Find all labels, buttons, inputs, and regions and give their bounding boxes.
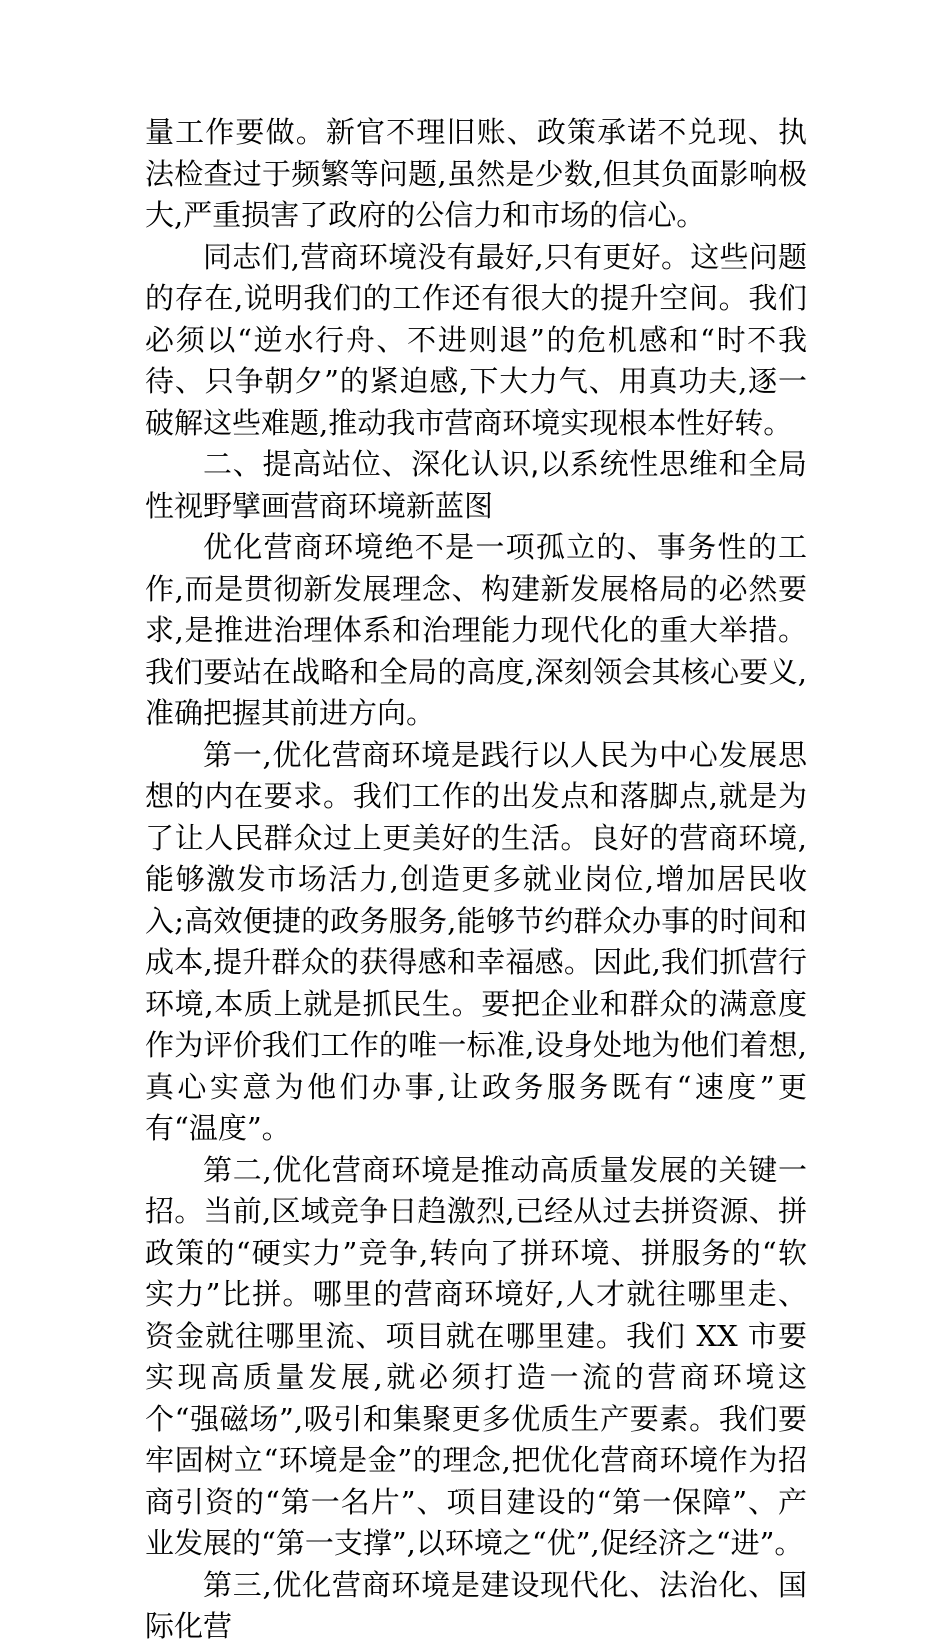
paragraph-comrades: 同志们,营商环境没有最好,只有更好。这些问题的存在,说明我们的工作还有很大的提升空间。我们必须以“逆水行舟、不进则退”的危机感和“时不我待、只争朝夕”的紧迫感,下大力气、用真功夫,逐一破解这些难题,推动我市营商环境实现根本性好转。 (145, 239, 807, 440)
paragraph-second-point: 第二,优化营商环境是推动高质量发展的关键一招。当前,区域竞争日趋激烈,已经从过去拼资源、拼政策的“硬实力”竞争,转向了拼环境、拼服务的“软实力”比拼。哪里的营商环境好,人才就往哪里走、资金就往哪里流、项目就在哪里建。我们 XX 市要实现高质量发展,就必须打造一流的营商环境这个“强磁场”,吸引和集聚更多优质生产要素。我们要牢固树立“环境是金”的理念,把优化营商环境作为招商引资的“第一名片”、项目建设的“第一保障”、产业发展的“第一支撑”,以环境之“优”,促经济之“进”。 (145, 1152, 807, 1560)
paragraph-first-point: 第一,优化营商环境是践行以人民为中心发展思想的内在要求。我们工作的出发点和落脚点,就是为了让人民群众过上更美好的生活。良好的营商环境,能够激发市场活力,创造更多就业岗位,增加居民收入;高效便捷的政务服务,能够节约群众办事的时间和成本,提升群众的获得感和幸福感。因此,我们抓营行环境,本质上就是抓民生。要把企业和群众的满意度作为评价我们工作的唯一标准,设身处地为他们着想,真心实意为他们办事,让政务服务既有“速度”更有“温度”。 (145, 737, 807, 1145)
paragraph-third-point: 第三,优化营商环境是建设现代化、法治化、国际化营 (145, 1567, 807, 1643)
paragraph-overview: 优化营商环境绝不是一项孤立的、事务性的工作,而是贯彻新发展理念、构建新发展格局的必然要求,是推进治理体系和治理能力现代化的重大举措。我们要站在战略和全局的高度,深刻领会其核心要义,准确把握其前进方向。 (145, 530, 807, 730)
paragraph-continuation: 量工作要做。新官不理旧账、政策承诺不兑现、执法检查过于频繁等问题,虽然是少数,但其负面影响极大,严重损害了政府的公信力和市场的信心。 (145, 115, 807, 232)
document-body (145, 112, 807, 1648)
section-heading-two: 二、提高站位、深化认识,以系统性思维和全局性视野擘画营商环境新蓝图 (145, 447, 807, 523)
